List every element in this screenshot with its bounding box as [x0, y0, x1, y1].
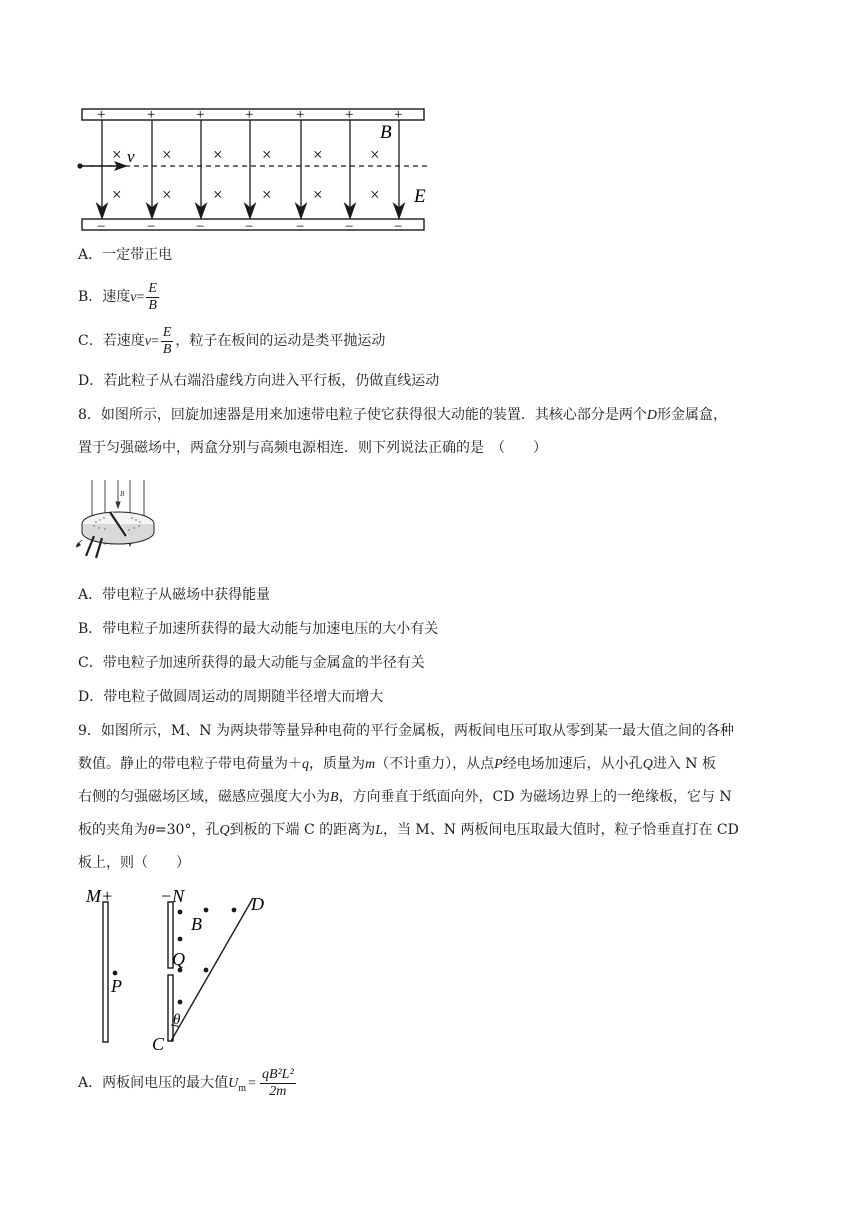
q9-option-a: A．两板间电压的最大值$U_m$ = $\frac{\text{qB²L²}}{2m}$ [78, 1066, 294, 1099]
q8-stem-line2: 置于匀强磁场中，两盒分别与高频电源相连．则下列说法正确的是 （ ） [78, 440, 547, 456]
label-theta: θ [173, 1012, 181, 1028]
label-q: Q [172, 949, 185, 969]
q8-option-a: A．带电粒子从磁场中获得能量 [78, 587, 271, 603]
label-E: E [414, 186, 426, 207]
plus-sign: + [345, 107, 354, 123]
q9-stem-line2: 数值。静止的带电粒子带电荷量为＋q，质量为m（不计重力），从点P经电场加速后，从小孔Q进入 N 板 [78, 756, 716, 772]
minus-sign: − [394, 219, 403, 235]
plus-sign: + [196, 107, 205, 123]
magnetic-cross: × [262, 145, 272, 164]
q9-stem-line3: 右侧的匀强磁场区域，磁感应强度大小为B，方向垂直于纸面向外，CD 为磁场边界上的一绝缘板，它与 N [78, 789, 732, 805]
label-v: v [127, 147, 135, 166]
minus-sign: − [345, 219, 354, 235]
magnetic-cross: × [213, 185, 223, 204]
label-c: C [152, 1034, 165, 1054]
minus-sign: − [147, 219, 156, 235]
label-p: P [111, 976, 122, 996]
q7-option-d: D．若此粒子从右端沿虚线方向进入平行板，仍做直线运动 [78, 373, 440, 389]
plus-sign: + [394, 107, 403, 123]
formula-e-over-b: $\frac{E}{B}$ [148, 280, 157, 313]
q8-option-c: C．带电粒子加速所获得的最大动能与金属盒的半径有关 [78, 655, 425, 671]
plus-sign: + [245, 107, 254, 123]
cyclotron-label-b: B [120, 490, 125, 498]
q8-option-d: D．带电粒子做圆周运动的周期随半径增大而增大 [78, 689, 384, 705]
magnetic-cross: × [162, 185, 172, 204]
magnetic-cross: × [313, 145, 323, 164]
minus-sign: − [97, 219, 106, 235]
cyclotron-figure [72, 476, 172, 576]
magnetic-cross: × [313, 185, 323, 204]
minus-sign: − [245, 219, 254, 235]
plates-magnetic-field-figure [78, 880, 288, 1060]
plus-sign: + [147, 107, 156, 123]
magnetic-cross: × [370, 145, 380, 164]
plus-sign: + [97, 107, 106, 123]
q7-option-c: C．若速度v= $\frac{E}{B}$ ，粒子在板间的运动是类平抛运动 [78, 324, 386, 357]
magnetic-cross: × [112, 185, 122, 204]
formula-e-over-b-c: $\frac{E}{B}$ [162, 324, 172, 357]
label-m: M+ [86, 886, 114, 906]
formula-max-voltage: $\frac{\text{qB²L²}}{2m}$ [261, 1066, 294, 1099]
magnetic-cross: × [262, 185, 272, 204]
label-b: B [191, 914, 202, 934]
plus-sign: + [296, 107, 305, 123]
magnetic-cross: × [370, 185, 380, 204]
minus-sign: − [296, 219, 305, 235]
q7-option-b: B．速度v= $\frac{E}{B}$ [78, 280, 157, 313]
velocity-selector-figure [70, 100, 450, 240]
q8-stem-line1: 8．如图所示，回旋加速器是用来加速带电粒子使它获得很大动能的装置．其核心部分是两个D形金属盒， [78, 407, 728, 423]
q9-stem-line4: 板的夹角为θ=30°，孔Q到板的下端 C 的距离为L，当 M、N 两板间电压取最大值时，粒子恰垂直打在 CD [78, 822, 739, 838]
q9-stem-line1: 9．如图所示，M、N 为两块带等量异种电荷的平行金属板，两板间电压可取从零到某一最大值之间的各种 [78, 723, 734, 739]
q9-stem-line5: 板上，则（ ） [78, 855, 190, 871]
minus-sign: − [196, 219, 205, 235]
q7-option-a: A．一定带正电 [78, 247, 173, 263]
magnetic-cross: × [112, 145, 122, 164]
magnetic-cross: × [162, 145, 172, 164]
label-n: −N [160, 886, 185, 906]
label-d: D [251, 894, 264, 914]
q8-option-b: B．带电粒子加速所获得的最大动能与加速电压的大小有关 [78, 621, 439, 637]
label-B: B [380, 122, 392, 143]
magnetic-cross: × [213, 145, 223, 164]
